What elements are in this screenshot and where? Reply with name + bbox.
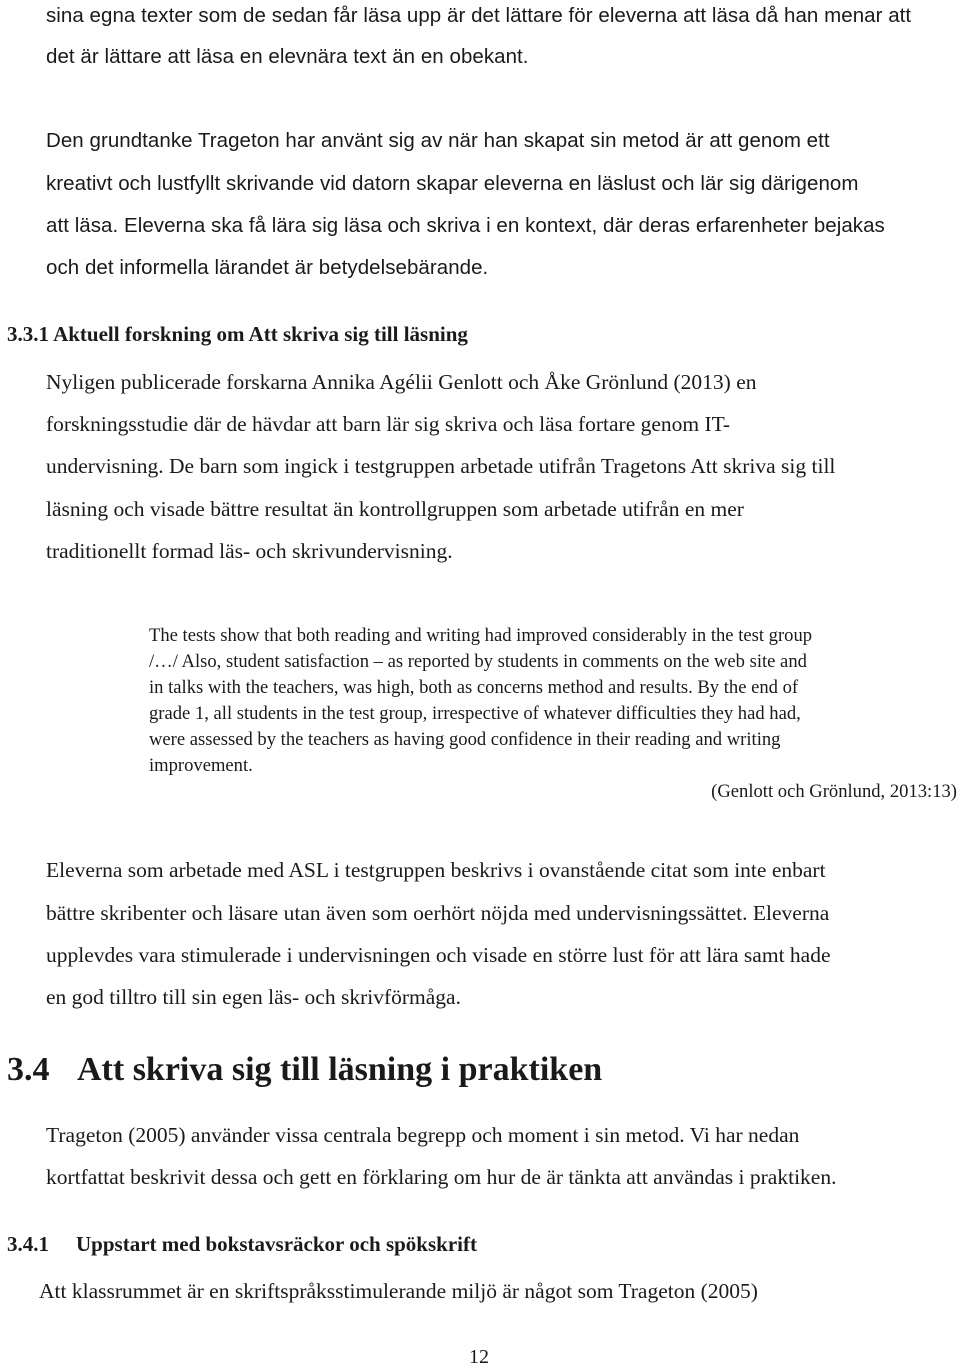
section-3-4-number: 3.4	[7, 1051, 50, 1088]
paragraph-2-line-3: att läsa. Eleverna ska få lära sig läsa och skriva i en kontext, där deras erfarenheter bejakas	[46, 214, 885, 237]
paragraph-2-line-1: Den grundtanke Trageton har använt sig av när han skapat sin metod är att genom ett	[46, 129, 830, 152]
paragraph-3-line-1: Eleverna som arbetade med ASL i testgruppen beskrivs i ovanstående citat som inte enbart	[46, 858, 826, 882]
block-quote-citation: (Genlott och Grönlund, 2013:13)	[711, 781, 957, 802]
section-3-4-1-number: 3.4.1	[7, 1232, 49, 1256]
paragraph-1-line-1: sina egna texter som de sedan får läsa upp är det lättare för eleverna att läsa då han menar att	[46, 4, 912, 27]
section-3-3-1-line-3: undervisning. De barn som ingick i testgruppen arbetade utifrån Tragetons Att skriva sig till	[46, 454, 836, 478]
section-3-4-line-2: kortfattat beskrivit dessa och gett en förklaring om hur de är tänkta att användas i praktiken.	[46, 1165, 837, 1189]
paragraph-2-line-4: och det informella lärandet är betydelsebärande.	[46, 256, 489, 279]
section-3-3-1-line-4: läsning och visade bättre resultat än kontrollgruppen som arbetade utifrån en mer	[46, 497, 744, 521]
paragraph-3-line-4: en god tilltro till sin egen läs- och skrivförmåga.	[46, 985, 461, 1009]
page-number: 12	[469, 1346, 489, 1368]
paragraph-2-line-2: kreativt och lustfyllt skrivande vid datorn skapar eleverna en läslust och lär sig därigenom	[46, 172, 859, 195]
paragraph-1-line-2: det är lättare att läsa en elevnära text än en obekant.	[46, 45, 529, 68]
section-3-3-1-heading: 3.3.1 Aktuell forskning om Att skriva sig till läsning	[7, 322, 468, 346]
section-3-4-line-1: Trageton (2005) använder vissa centrala begrepp och moment i sin metod. Vi har nedan	[46, 1123, 800, 1147]
block-quote-line-6: improvement.	[149, 755, 253, 776]
paragraph-3-line-2: bättre skribenter och läsare utan även som oerhört nöjda med undervisningssättet. Eleverna	[46, 901, 830, 925]
block-quote-line-2: /…/ Also, student satisfaction – as reported by students in comments on the web site and	[149, 651, 807, 672]
block-quote-line-4: grade 1, all students in the test group, irrespective of whatever difficulties they had had,	[149, 703, 801, 724]
block-quote-line-1: The tests show that both reading and writing had improved considerably in the test group	[149, 625, 813, 646]
section-3-4-1-line-1: Att klassrummet är en skriftspråksstimulerande miljö är något som Trageton (2005)	[39, 1279, 758, 1303]
block-quote-line-3: in talks with the teachers, was high, both as concerns method and results. By the end of	[149, 677, 799, 698]
block-quote-line-5: were assessed by the teachers as having good confidence in their reading and writing	[149, 729, 781, 750]
section-3-3-1-line-5: traditionellt formad läs- och skrivundervisning.	[46, 539, 453, 563]
section-3-3-1-line-2: forskningsstudie där de hävdar att barn lär sig skriva och läsa fortare genom IT-	[46, 412, 731, 436]
section-3-4-title: Att skriva sig till läsning i praktiken	[77, 1051, 603, 1088]
section-3-4-1-title: Uppstart med bokstavsräckor och spökskrift	[76, 1232, 477, 1256]
paragraph-3-line-3: upplevdes vara stimulerade i undervisningen och visade en större lust för att lära samt hade	[46, 943, 831, 967]
section-3-3-1-line-1: Nyligen publicerade forskarna Annika Agélii Genlott och Åke Grönlund (2013) en	[46, 370, 757, 394]
